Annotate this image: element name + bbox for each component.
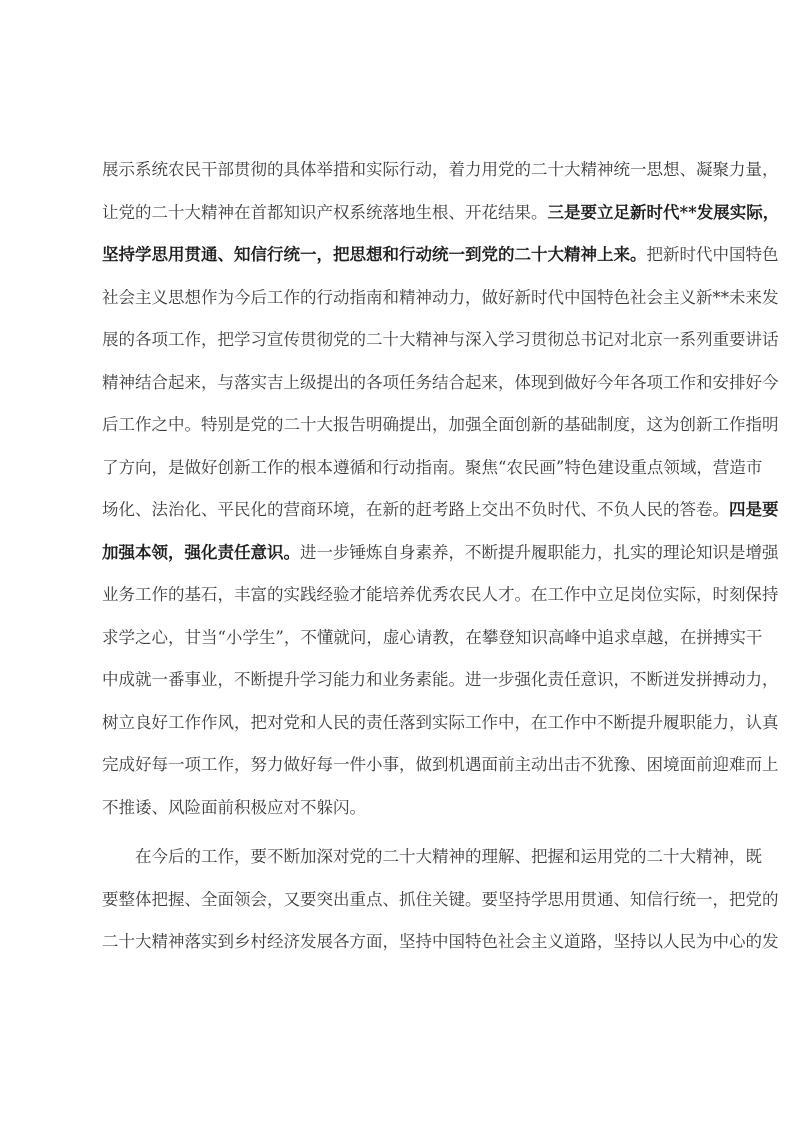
text-line	[102, 532, 779, 575]
text-run: 展示系统农民干部贯彻的具体举措和实际行动，着力用党的二十大精神统一思想、凝聚力量，	[102, 160, 779, 179]
text-line	[102, 149, 779, 192]
text-line	[102, 319, 779, 362]
text-line	[102, 489, 779, 532]
text-line	[102, 277, 779, 320]
text-run: 进一步锤炼自身素养，不断提升履职能力，扎实的理论知识是增强	[300, 542, 779, 562]
text-line	[102, 921, 779, 964]
text-line	[102, 836, 762, 879]
text-line	[102, 744, 779, 787]
text-line	[102, 617, 763, 660]
document-page	[102, 149, 780, 971]
text-run: 业务工作的基石，丰富的实践经验才能培养优秀农民人才。在工作中立足岗位实际，时刻保持	[102, 585, 779, 604]
paragraph	[102, 836, 779, 964]
text-run: 二十大精神落实到乡村经济发展各方面，坚持中国特色社会主义道路，坚持以人民为中心的发	[102, 932, 779, 951]
text-line	[102, 574, 779, 617]
text-run: 不推诿、风险面前积极应对不躲闪。	[102, 797, 366, 817]
text-run: 让党的二十大精神在首都知识产权系统落地生根、开花结果。	[102, 202, 548, 222]
text-run: 场化、法治化、平民化的营商环境，在新的赶考路上交出不负时代、不负人民的答卷。	[102, 500, 729, 519]
text-run: 把新时代中国特色	[646, 245, 779, 264]
text-run: 社会主义思想作为今后工作的行动指南和精神动力，做好新时代中国特色社会主义新**未来发	[102, 287, 779, 307]
text-line	[102, 879, 779, 922]
bold-text-run: 加强本领，强化责任意识。	[102, 542, 300, 562]
text-run: 后工作之中。特别是党的二十大报告明确提出，加强全面创新的基础制度，这为创新工作指明	[102, 415, 779, 434]
text-run: 中成就一番事业，不断提升学习能力和业务素能。进一步强化责任意识，不断迸发拼搏动力，	[102, 670, 779, 689]
text-run: 在今后的工作，要不断加深对党的二十大精神的理解、把握和运用党的二十大精神，既	[135, 847, 762, 866]
text-run: 完成好每一项工作，努力做好每一件小事，做到机遇面前主动出击不犹豫、困境面前迎难而上	[102, 755, 779, 774]
text-line	[102, 702, 779, 745]
text-line	[102, 659, 779, 702]
text-line	[102, 192, 780, 235]
paragraph	[102, 149, 780, 829]
text-run: 了方向，是做好创新工作的根本遵循和行动指南。聚焦“农民画”特色建设重点领域，营造市	[102, 457, 763, 477]
text-line	[102, 234, 779, 277]
text-line	[102, 787, 688, 830]
text-run: 树立良好工作作风，把对党和人民的责任落到实际工作中，在工作中不断提升履职能力，认真	[102, 712, 779, 732]
text-run: 要整体把握、全面领会，又要突出重点、抓住关键。要坚持学思用贯通、知信行统一，把党的	[102, 889, 779, 909]
bold-text-run: 坚持学思用贯通、知信行统一，把思想和行动统一到党的二十大精神上来。	[102, 245, 647, 264]
text-line	[102, 404, 779, 447]
text-run: 精神结合起来，与落实吉上级提出的各项任务结合起来，体现到做好今年各项工作和安排好今	[102, 372, 779, 392]
text-run: 求学之心，甘当“小学生”，不懂就问，虚心请教，在攀登知识高峰中追求卓越，在拼搏实干	[102, 627, 763, 647]
text-line	[102, 362, 779, 405]
text-line	[102, 447, 763, 490]
bold-text-run: 三是要立足新时代**发展实际，	[547, 202, 780, 222]
bold-text-run: 四是要	[729, 500, 779, 519]
text-run: 展的各项工作，把学习宣传贯彻党的二十大精神与深入学习贯彻总书记对北京一系列重要讲话	[102, 330, 779, 349]
